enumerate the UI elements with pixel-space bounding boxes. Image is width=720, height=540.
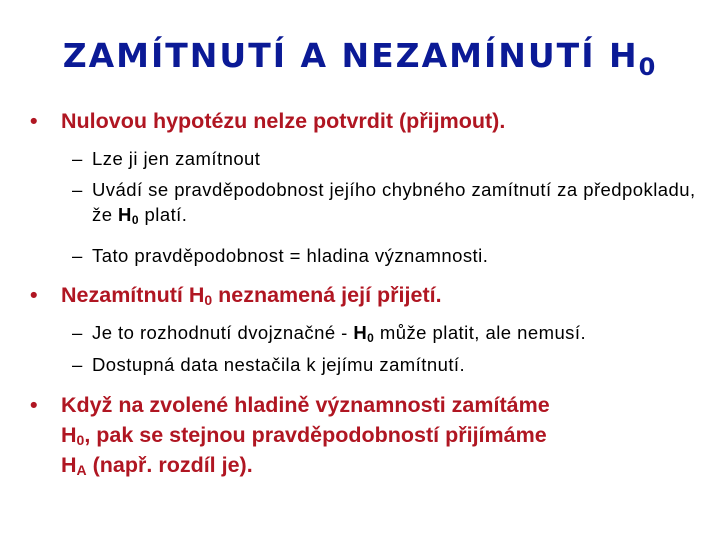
bullet-3-line1: Když na zvolené hladině významnosti zamítáme <box>61 393 550 417</box>
sub-item-2-2-text: Dostupná data nestačila k jejímu zamítnutí. <box>92 354 466 375</box>
bullet-1 <box>30 108 702 135</box>
sub-item-1-2-pre: Uvádí se pravděpodobnost jejího chybného zamítnutí za předpokladu, že <box>92 179 696 225</box>
bullet-marker: • <box>30 393 38 417</box>
ha-subscript: A <box>76 462 87 478</box>
sub-item-2-1-text <box>92 320 706 345</box>
sub-item-1-3 <box>72 243 706 268</box>
bullet-1-text: Nulovou hypotézu nelze potvrdit (přijmout). <box>61 109 506 133</box>
h0-symbol: H <box>61 423 77 447</box>
bullet-3-text <box>61 390 702 480</box>
title-subscript: 0 <box>638 53 658 81</box>
sub-item-1-1 <box>72 146 706 171</box>
dash-marker: – <box>72 148 83 169</box>
dash-marker: – <box>72 354 83 375</box>
dash-marker: – <box>72 322 83 343</box>
sub-item-2-1-post: může platit, ale nemusí. <box>374 322 587 343</box>
bullet-3-line3: (např. rozdíl je). <box>86 453 253 477</box>
title-text: ZAMÍTNUTÍ A NEZAMÍNUTÍ H <box>62 36 639 75</box>
h0-subscript: 0 <box>204 292 213 308</box>
h0-subscript: 0 <box>367 331 375 345</box>
dash-marker: – <box>72 179 83 200</box>
bullet-3 <box>30 390 702 480</box>
sub-item-1-1-text: Lze ji jen zamítnout <box>92 148 261 169</box>
sub-item-1-2 <box>72 177 706 227</box>
h0-symbol: H <box>118 204 132 225</box>
sub-item-1-3-text: Tato pravděpodobnost = hladina významnosti. <box>92 245 489 266</box>
sub-item-2-1 <box>72 320 706 345</box>
ha-symbol: H <box>61 453 77 477</box>
sub-item-1-2-text <box>92 177 706 227</box>
bullet-marker: • <box>30 283 38 307</box>
slide-title <box>0 36 720 81</box>
h0-symbol: H <box>353 322 368 343</box>
bullet-2 <box>30 282 702 309</box>
bullet-marker: • <box>30 109 38 133</box>
sub-item-2-2 <box>72 352 706 377</box>
h0-subscript: 0 <box>131 213 139 227</box>
bullet-3-line2: , pak se stejnou pravděpodobností přijímáme <box>84 423 547 447</box>
bullet-2-text <box>61 282 702 309</box>
bullet-2-post: neznamená její přijetí. <box>212 283 442 307</box>
sub-item-2-1-pre: Je to rozhodnutí dvojznačné - <box>92 322 354 343</box>
bullet-2-pre: Nezamítnutí H <box>61 283 205 307</box>
h0-subscript: 0 <box>76 432 85 448</box>
sub-item-1-2-post: platí. <box>138 204 188 225</box>
dash-marker: – <box>72 245 83 266</box>
